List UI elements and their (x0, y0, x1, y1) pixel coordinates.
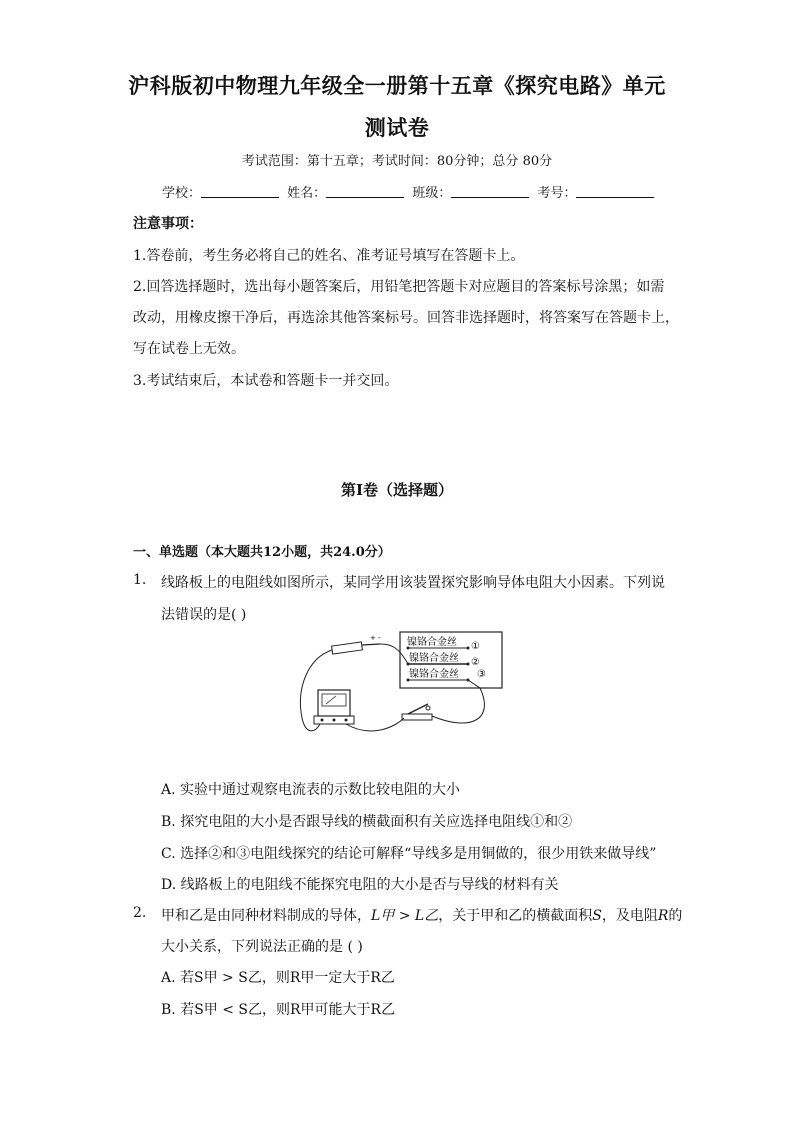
svg-text:+ -: + - (370, 634, 381, 642)
school-blank[interactable] (201, 185, 279, 198)
q2-option-a: A. 若S甲 > S乙，则R甲一定大于R乙 (161, 970, 395, 986)
title-line-1: 沪科版初中物理九年级全一册第十五章《探究电路》单元 (128, 73, 666, 98)
q2-stem-pre: 甲和乙是由同种材料制成的导体， (161, 908, 371, 924)
q2-stem-post: ，关于甲和乙的横截面积 (438, 908, 593, 924)
q1-option-a: A. 实验中通过观察电流表的示数比较电阻的大小 (161, 782, 461, 798)
fig-label-2: 镍铬合金丝 (409, 653, 459, 664)
note-1: 1.答卷前，考生务必将自己的姓名、准考证号填写在答题卡上。 (133, 248, 525, 264)
q1-option-d: D. 线路板上的电阻线不能探究电阻的大小是否与导线的材料有关 (161, 877, 559, 893)
q1-option-b: B. 探究电阻的大小是否跟导线的横截面积有关应选择电阻线①和② (161, 814, 573, 830)
class-label: 班级： (412, 186, 452, 201)
exam-info: 考试范围：第十五章；考试时间：80分钟；总分 80分 (241, 154, 553, 169)
switch-icon (402, 704, 432, 720)
number-label: 考号： (537, 186, 577, 201)
note-2c: 写在试卷上无效。 (133, 341, 245, 357)
q1-number: 1. (133, 572, 147, 588)
name-blank[interactable] (326, 185, 404, 198)
q1-stem-a: 线路板上的电阻线如图所示，某同学用该装置探究影响导体电阻大小因素。下列说 (161, 575, 665, 591)
number-blank[interactable] (576, 185, 654, 198)
battery-icon (332, 634, 382, 654)
wire-ammeter-switch (346, 718, 404, 731)
fig-mark-2: ② (471, 657, 480, 668)
fig-label-3: 镍铬合金丝 (409, 669, 459, 680)
class-blank[interactable] (451, 185, 529, 198)
q2-stem-end: 的 (668, 908, 683, 924)
note-2b: 改动，用橡皮擦干净后，再选涂其他答案标号。回答非选择题时，将答案写在答题卡上， (133, 310, 679, 326)
ammeter-icon (314, 690, 354, 724)
volume-title: 第I卷（选择题） (340, 481, 454, 499)
q2-stem-mid: ，及电阻 (601, 908, 658, 924)
fig-mark-1: ① (471, 641, 480, 652)
title-line-2: 测试卷 (364, 115, 430, 140)
notes-heading: 注意事项： (133, 216, 203, 232)
q2-symbol-s: S (592, 908, 602, 924)
q2-stem-a (161, 905, 682, 925)
q2-stem-b: 大小关系，下列说法正确的是 ( ) (161, 939, 363, 955)
fig-label-1: 镍铬合金丝 (407, 637, 457, 648)
q1-stem-b: 法错误的是( ) (161, 607, 247, 623)
wire-clamp-board (380, 644, 408, 664)
school-label: 学校： (162, 186, 202, 201)
fig-mark-3: ③ (477, 669, 486, 680)
q2-number: 2. (133, 905, 147, 921)
note-3: 3.考试结束后，本试卷和答题卡一并交回。 (133, 373, 399, 389)
section-title: 一、单选题（本大题共12小题，共24.0分） (133, 545, 391, 560)
wire-switch-board (432, 680, 484, 723)
student-info-fields (162, 182, 658, 201)
q1-option-c: C. 选择②和③电阻线探究的结论可解释“导线多是用铜做的，很少用铁来做导线” (161, 846, 657, 862)
q2-length-relation: L甲 > L乙 (371, 908, 439, 924)
name-label: 姓名： (287, 186, 327, 201)
circuit-figure (290, 628, 505, 743)
q2-option-b: B. 若S甲 < S乙，则R甲可能大于R乙 (161, 1002, 396, 1018)
note-2a: 2.回答选择题时，选出每小题答案后，用铅笔把答题卡对应题目的答案标号涂黑；如需 (133, 279, 665, 295)
q2-symbol-r: R (657, 908, 669, 924)
